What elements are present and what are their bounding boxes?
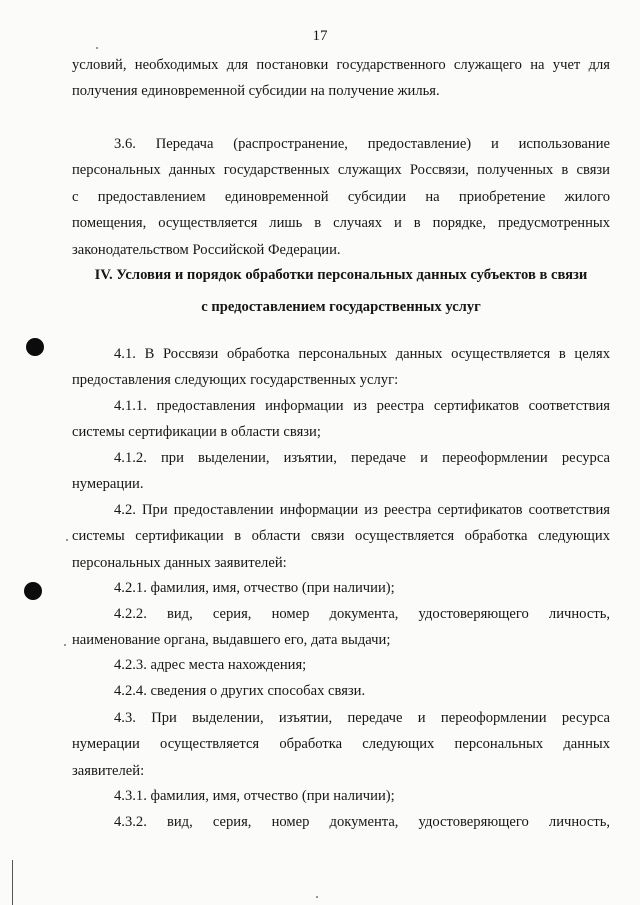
text-line: 3.6. Передача (распространение, предоставление) и использование [114, 136, 610, 152]
text-line: наименование органа, выдавшего его, дата выдачи; [72, 632, 391, 649]
paragraph-4-2-4 [72, 678, 610, 704]
section-heading [72, 262, 610, 320]
punch-hole-mark [26, 338, 44, 356]
text-line: персональных данных заявителей: [72, 554, 287, 571]
paragraph-4-2-2 [72, 601, 610, 654]
text-line: 4.2.3. адрес места нахождения; [114, 657, 307, 673]
paragraph-4-3 [72, 705, 610, 784]
paragraph-4-3-2 [72, 809, 610, 835]
text-line: 4.2.1. фамилия, имя, отчество (при наличии); [114, 580, 395, 596]
text-line: 4.1.2. при выделении, изъятии, передаче и переоформлении ресурса [114, 450, 610, 466]
text-line: 4.1.1. предоставления информации из реестра сертификатов соответствия [114, 398, 610, 414]
text-line: 4.2.4. сведения о других способах связи. [114, 683, 366, 699]
text-line: 4.3. При выделении, изъятии, передаче и переоформлении ресурса [114, 710, 610, 726]
paragraph-4-2-3 [72, 652, 610, 678]
scan-speck [316, 896, 318, 898]
text-line: с предоставлением единовременной субсидии на приобретение жилого [72, 188, 610, 205]
paragraph-4-2 [72, 497, 610, 576]
page-number: 17 [312, 28, 328, 44]
heading-line: IV. Условия и порядок обработки персональных данных субъектов в связи [94, 267, 588, 283]
text-line: помещения, осуществляется лишь в случаях и в порядке, предусмотренных [72, 215, 610, 232]
text-line: системы сертификации в области связи осуществляется обработка следующих [72, 528, 610, 545]
paragraph-4-2-1 [72, 575, 610, 601]
paragraph-4-1-1 [72, 393, 610, 446]
text-line: 4.3.2. вид, серия, номер документа, удостоверяющего личность, [114, 814, 610, 830]
paragraph-4-3-1 [72, 783, 610, 809]
text-line: законодательством Российской Федерации. [72, 241, 341, 258]
scan-speck [64, 644, 66, 646]
scan-speck [66, 539, 68, 541]
text-line: 4.3.1. фамилия, имя, отчество (при наличии); [114, 788, 395, 804]
scan-speck [96, 47, 98, 49]
text-line: системы сертификации в области связи; [72, 424, 321, 441]
text-line: нумерации осуществляется обработка следующих персональных данных [72, 736, 610, 753]
paragraph-4-1 [72, 341, 610, 394]
text-line: 4.2. При предоставлении информации из реестра сертификатов соответствия [114, 502, 610, 518]
text-line: условий, необходимых для постановки государственного служащего на учет для [72, 57, 610, 73]
text-line: 4.2.2. вид, серия, номер документа, удостоверяющего личность, [114, 606, 610, 622]
paragraph-continuation [72, 52, 610, 105]
text-line: нумерации. [72, 476, 144, 493]
text-line: заявителей: [72, 762, 145, 779]
text-line: получения единовременной субсидии на получение жилья. [72, 83, 440, 100]
heading-line: с предоставлением государственных услуг [201, 299, 481, 315]
text-line: 4.1. В Россвязи обработка персональных данных осуществляется в целях [114, 346, 610, 362]
text-line: персональных данных государственных служащих Россвязи, полученных в связи [72, 162, 610, 179]
scan-edge-line [12, 860, 13, 905]
paragraph-3-6 [72, 131, 610, 263]
punch-hole-mark [24, 582, 42, 600]
paragraph-4-1-2 [72, 445, 610, 498]
text-line: предоставления следующих государственных услуг: [72, 372, 399, 389]
